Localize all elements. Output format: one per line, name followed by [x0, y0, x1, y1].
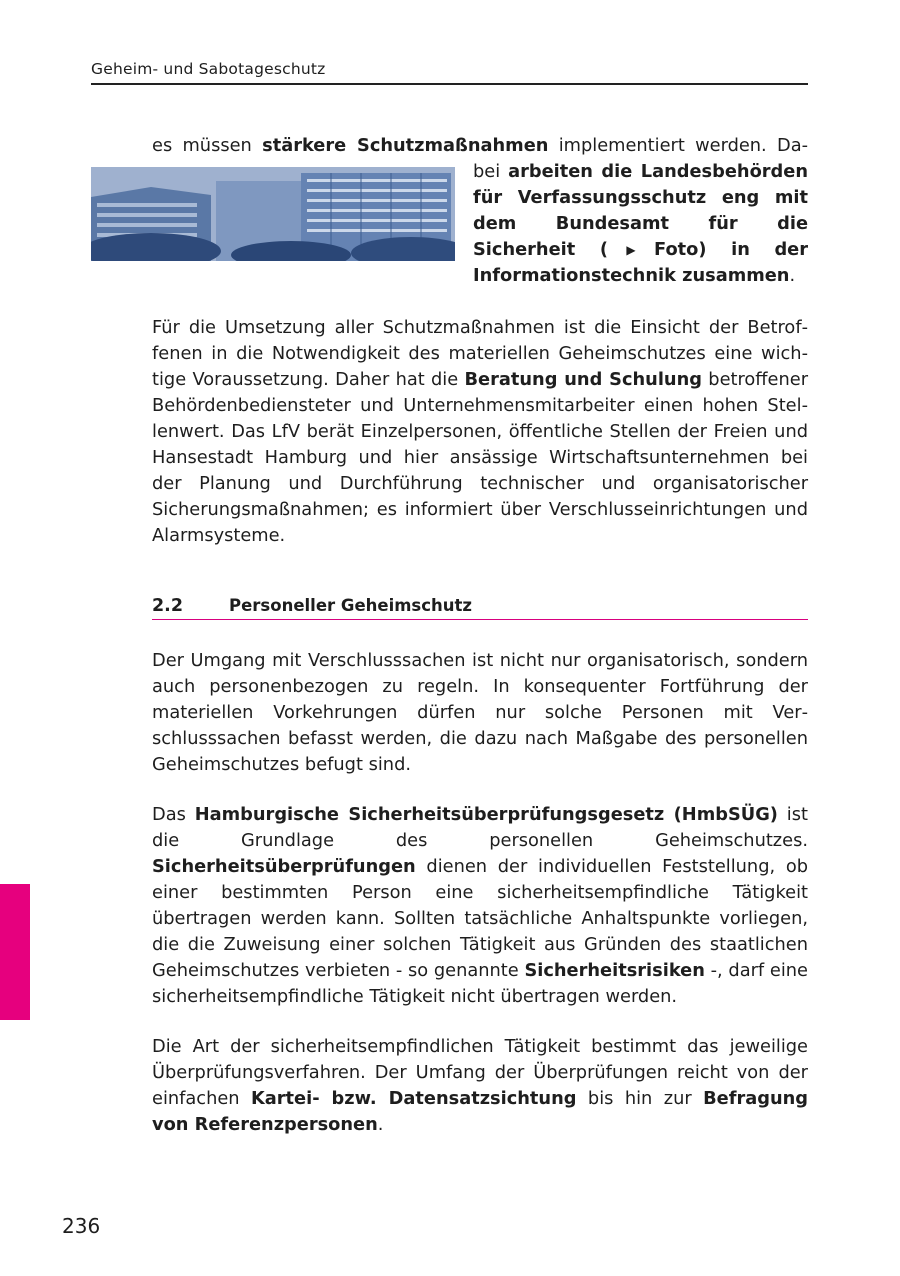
paragraph-text: Der Umgang mit Verschlusssachen ist nicht nur organisatorisch, sondern auch personenbezogen zu regeln. In konsequenter Fortführung der materiellen Vorkehrungen dürfen nur solche Personen mit Verschlusssachen befasst werden, die dazu nach Maßgabe des personellen Geheimschutzes befugt sind. [152, 650, 808, 775]
paragraph-bold: Beratung und Schulung [464, 369, 702, 390]
section-number: 2.2 [152, 596, 184, 616]
paragraph-beratung [152, 315, 808, 549]
paragraph-text: Für die Umsetzung aller Schutzmaßnahmen ist die Einsicht der Betroffenen in die Notwendigkeit des materiellen Geheimschutzes eine wichtige Voraussetzung. Daher hat die [152, 317, 808, 390]
section-heading [152, 596, 808, 620]
section-title: Personeller Geheimschutz [229, 596, 473, 615]
paragraph-text-2: ist die Grundlage des personellen Geheimschutzes. [152, 804, 808, 851]
intro-cont-bold: arbeiten die Landesbehörden für Verfassungsschutz eng mit dem Bundesamt für die Sicherheit ( [473, 161, 808, 260]
paragraph-text: Die Art der sicherheitsempfindlichen Tätigkeit bestimmt das jeweilige Überprüfungsverfahren. Der Umfang der Überprüfungen reicht von der einfachen [152, 1036, 808, 1109]
paragraph-text-3: . [377, 1114, 384, 1135]
paragraph-text-2: bis hin zur [576, 1088, 704, 1109]
intro-text: es müssen [152, 135, 263, 156]
paragraph-umgang [152, 648, 808, 778]
office-building-photo [91, 167, 455, 261]
page-number: 236 [62, 1214, 101, 1238]
paragraph-text-4: -, darf eine sicherheitsempfindliche Tätigkeit nicht übertragen werden. [152, 960, 808, 1007]
paragraph-bold-risks: Sicherheitsrisiken [524, 960, 705, 981]
paragraph-text-end: betroffener Behördenbediensteter und Unternehmensmitarbeiter einen hohen Stellenwert. Das LfV berät Einzelpersonen, öffentliche Stellen der Freien und Hansestadt Hamburg und hier ansässige Wirtschaftsunternehmen bei der Planung und Durchführung technischer und organisatorischer Sicherungsmaßnahmen; es informiert über Verschlusseinrichtungen und Alarmsysteme. [152, 369, 809, 546]
paragraph-hmbsuug [152, 802, 808, 1010]
paragraph-text: Das [152, 804, 195, 825]
intro-continuation [473, 159, 808, 289]
paragraph-bold-2: Befragung von Referenzpersonen [152, 1088, 808, 1135]
arrow-right-icon: ▶ [607, 243, 655, 257]
intro-bold: stärkere Schutzmaßnahmen [262, 135, 549, 156]
paragraph-bold-checks: Sicherheitsüberprüfungen [152, 856, 416, 877]
paragraph-art [152, 1034, 808, 1138]
chapter-tab-marker [0, 884, 30, 1020]
paragraph-bold-law: Hamburgische Sicherheitsüberprüfungsgesetz (HmbSÜG) [194, 804, 778, 825]
paragraph-text-3: dienen der individuellen Feststellung, ob einer bestimmten Person eine sicherheitsempfindliche Tätigkeit übertragen werden kann. Sollten tatsächliche Anhaltspunkte vorliegen, die die Zuweisung einer solchen Tätigkeit aus Gründen des staatlichen Geheimschutzes verbieten - so genannte [152, 856, 808, 981]
intro-cont-end: . [789, 265, 796, 286]
running-title: Geheim- und Sabotageschutz [91, 60, 326, 78]
intro-cont-bold-2: Foto) in der Informationstechnik zusammen [473, 239, 808, 286]
intro-text-end: implementiert werden. Da- [548, 135, 809, 156]
intro-first-line [152, 133, 808, 159]
intro-cont-text: bei [473, 161, 509, 182]
paragraph-bold-1: Kartei- bzw. Datensatzsichtung [251, 1088, 577, 1109]
running-header [91, 60, 808, 85]
